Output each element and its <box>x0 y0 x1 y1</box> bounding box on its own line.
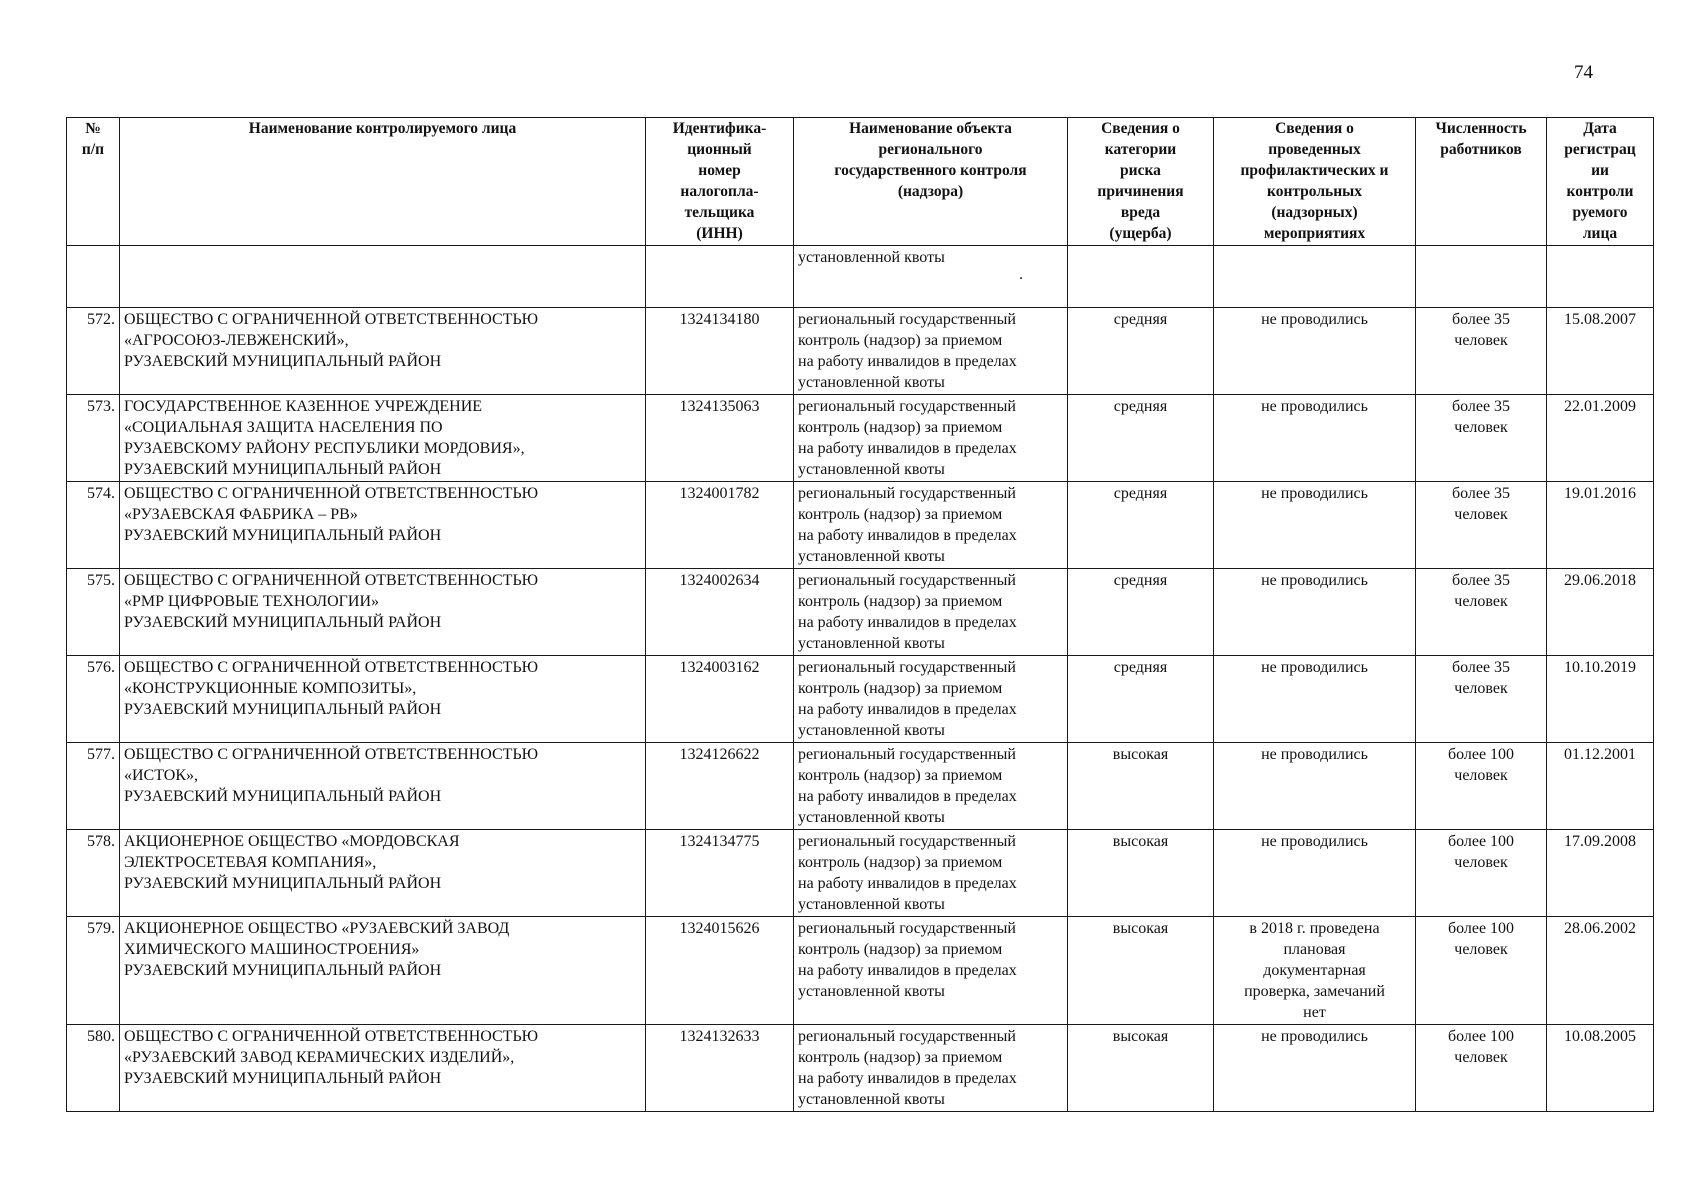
header-row <box>67 118 1654 246</box>
header-risk: Сведения о категории риска причинения вреда (ущерба) <box>1068 118 1214 246</box>
cell-measures: не проводились <box>1214 308 1416 395</box>
cell-object: региональный государственный контроль (надзор) за приемом на работу инвалидов в пределах установленной квоты <box>794 308 1068 395</box>
cell-risk: средняя <box>1068 395 1214 482</box>
cell-name: ОБЩЕСТВО С ОГРАНИЧЕННОЙ ОТВЕТСТВЕННОСТЬЮ «КОНСТРУКЦИОННЫЕ КОМПОЗИТЫ», РУЗАЕВСКИЙ МУНИЦИПАЛЬНЫЙ РАЙОН <box>120 656 646 743</box>
header-object: Наименование объекта регионального государственного контроля (надзора) <box>794 118 1068 246</box>
cell-object: региональный государственный контроль (надзор) за приемом на работу инвалидов в пределах установленной квоты <box>794 743 1068 830</box>
cell-staff: более 100 человек <box>1416 830 1547 917</box>
cell-risk: высокая <box>1068 917 1214 1025</box>
cell-measures: не проводились <box>1214 395 1416 482</box>
table-row <box>67 917 1654 1025</box>
cell-risk: высокая <box>1068 830 1214 917</box>
cell-date: 19.01.2016 <box>1547 482 1654 569</box>
table-row <box>67 656 1654 743</box>
cell-measures: не проводились <box>1214 569 1416 656</box>
table-row <box>67 569 1654 656</box>
cell-staff: более 100 человек <box>1416 917 1547 1025</box>
cell-inn <box>646 246 794 308</box>
cell-inn: 1324003162 <box>646 656 794 743</box>
cell-object: региональный государственный контроль (надзор) за приемом на работу инвалидов в пределах установленной квоты <box>794 482 1068 569</box>
cell-measures: в 2018 г. проведена плановая документарная проверка, замечаний нет <box>1214 917 1416 1025</box>
cell-inn: 1324134775 <box>646 830 794 917</box>
cell-risk: средняя <box>1068 656 1214 743</box>
cell-num: 579. <box>67 917 120 1025</box>
cell-name: ОБЩЕСТВО С ОГРАНИЧЕННОЙ ОТВЕТСТВЕННОСТЬЮ «РУЗАЕВСКИЙ ЗАВОД КЕРАМИЧЕСКИХ ИЗДЕЛИЙ», РУЗАЕВСКИЙ МУНИЦИПАЛЬНЫЙ РАЙОН <box>120 1025 646 1112</box>
registry-table <box>66 117 1654 1112</box>
table-row <box>67 1025 1654 1112</box>
cell-num: 576. <box>67 656 120 743</box>
cell-num: 572. <box>67 308 120 395</box>
cell-num <box>67 246 120 308</box>
cell-date: 22.01.2009 <box>1547 395 1654 482</box>
cell-inn: 1324001782 <box>646 482 794 569</box>
cell-object: региональный государственный контроль (надзор) за приемом на работу инвалидов в пределах установленной квоты <box>794 1025 1068 1112</box>
stray-mark: . <box>1019 266 1023 283</box>
cell-num: 580. <box>67 1025 120 1112</box>
cell-date: 01.12.2001 <box>1547 743 1654 830</box>
cell-object: региональный государственный контроль (надзор) за приемом на работу инвалидов в пределах установленной квоты <box>794 395 1068 482</box>
cell-risk: средняя <box>1068 308 1214 395</box>
cell-staff: более 100 человек <box>1416 743 1547 830</box>
table-row <box>67 482 1654 569</box>
header-num: № п/п <box>67 118 120 246</box>
cell-num: 574. <box>67 482 120 569</box>
cell-object: региональный государственный контроль (надзор) за приемом на работу инвалидов в пределах установленной квоты <box>794 569 1068 656</box>
cell-date: 29.06.2018 <box>1547 569 1654 656</box>
cell-measures: не проводились <box>1214 743 1416 830</box>
cell-date: 10.10.2019 <box>1547 656 1654 743</box>
cell-risk: высокая <box>1068 743 1214 830</box>
cell-num: 577. <box>67 743 120 830</box>
cell-name: АКЦИОНЕРНОЕ ОБЩЕСТВО «МОРДОВСКАЯ ЭЛЕКТРОСЕТЕВАЯ КОМПАНИЯ», РУЗАЕВСКИЙ МУНИЦИПАЛЬНЫЙ РАЙОН <box>120 830 646 917</box>
cell-measures <box>1214 246 1416 308</box>
header-measures: Сведения о проведенных профилактических и контрольных (надзорных) мероприятиях <box>1214 118 1416 246</box>
cell-risk: высокая <box>1068 1025 1214 1112</box>
cell-date: 15.08.2007 <box>1547 308 1654 395</box>
cell-date: 10.08.2005 <box>1547 1025 1654 1112</box>
cell-name: АКЦИОНЕРНОЕ ОБЩЕСТВО «РУЗАЕВСКИЙ ЗАВОД ХИМИЧЕСКОГО МАШИНОСТРОЕНИЯ» РУЗАЕВСКИЙ МУНИЦИПАЛЬНЫЙ РАЙОН <box>120 917 646 1025</box>
cell-measures: не проводились <box>1214 830 1416 917</box>
cell-name: ГОСУДАРСТВЕННОЕ КАЗЕННОЕ УЧРЕЖДЕНИЕ «СОЦИАЛЬНАЯ ЗАЩИТА НАСЕЛЕНИЯ ПО РУЗАЕВСКОМУ РАЙОНУ РЕСПУБЛИКИ МОРДОВИЯ», РУЗАЕВСКИЙ МУНИЦИПАЛЬНЫЙ РАЙОН <box>120 395 646 482</box>
cell-inn: 1324126622 <box>646 743 794 830</box>
header-date: Дата регистрац ии контроли руемого лица <box>1547 118 1654 246</box>
cell-staff: более 35 человек <box>1416 395 1547 482</box>
cell-object: региональный государственный контроль (надзор) за приемом на работу инвалидов в пределах установленной квоты <box>794 917 1068 1025</box>
cell-date: 28.06.2002 <box>1547 917 1654 1025</box>
cell-num: 573. <box>67 395 120 482</box>
cell-inn: 1324002634 <box>646 569 794 656</box>
cell-object: региональный государственный контроль (надзор) за приемом на работу инвалидов в пределах установленной квоты <box>794 656 1068 743</box>
header-name: Наименование контролируемого лица <box>120 118 646 246</box>
cell-staff: более 35 человек <box>1416 569 1547 656</box>
cell-name <box>120 246 646 308</box>
cell-object: региональный государственный контроль (надзор) за приемом на работу инвалидов в пределах установленной квоты <box>794 830 1068 917</box>
cell-measures: не проводились <box>1214 1025 1416 1112</box>
cell-staff: более 100 человек <box>1416 1025 1547 1112</box>
cell-name: ОБЩЕСТВО С ОГРАНИЧЕННОЙ ОТВЕТСТВЕННОСТЬЮ «АГРОСОЮЗ-ЛЕВЖЕНСКИЙ», РУЗАЕВСКИЙ МУНИЦИПАЛЬНЫЙ РАЙОН <box>120 308 646 395</box>
page-number: 74 <box>1574 62 1593 83</box>
table-row <box>67 395 1654 482</box>
cell-date <box>1547 246 1654 308</box>
cell-name: ОБЩЕСТВО С ОГРАНИЧЕННОЙ ОТВЕТСТВЕННОСТЬЮ «РУЗАЕВСКАЯ ФАБРИКА – РВ» РУЗАЕВСКИЙ МУНИЦИПАЛЬНЫЙ РАЙОН <box>120 482 646 569</box>
cell-measures: не проводились <box>1214 482 1416 569</box>
cell-measures: не проводились <box>1214 656 1416 743</box>
cell-staff <box>1416 246 1547 308</box>
cell-inn: 1324135063 <box>646 395 794 482</box>
cell-date: 17.09.2008 <box>1547 830 1654 917</box>
cell-num: 578. <box>67 830 120 917</box>
cell-risk: средняя <box>1068 482 1214 569</box>
cell-staff: более 35 человек <box>1416 482 1547 569</box>
cell-risk <box>1068 246 1214 308</box>
cell-inn: 1324134180 <box>646 308 794 395</box>
table-row <box>67 830 1654 917</box>
table-row <box>67 308 1654 395</box>
cell-staff: более 35 человек <box>1416 308 1547 395</box>
cell-num: 575. <box>67 569 120 656</box>
table-row <box>67 743 1654 830</box>
cell-name: ОБЩЕСТВО С ОГРАНИЧЕННОЙ ОТВЕТСТВЕННОСТЬЮ «РМР ЦИФРОВЫЕ ТЕХНОЛОГИИ» РУЗАЕВСКИЙ МУНИЦИПАЛЬНЫЙ РАЙОН <box>120 569 646 656</box>
cell-object <box>794 246 1068 308</box>
cell-inn: 1324015626 <box>646 917 794 1025</box>
header-staff: Численность работников <box>1416 118 1547 246</box>
cell-staff: более 35 человек <box>1416 656 1547 743</box>
continuation-object-text: установленной квоты <box>798 249 945 266</box>
cell-inn: 1324132633 <box>646 1025 794 1112</box>
continuation-row <box>67 246 1654 308</box>
cell-risk: средняя <box>1068 569 1214 656</box>
header-inn: Идентифика- ционный номер налогопла- тельщика (ИНН) <box>646 118 794 246</box>
cell-name: ОБЩЕСТВО С ОГРАНИЧЕННОЙ ОТВЕТСТВЕННОСТЬЮ «ИСТОК», РУЗАЕВСКИЙ МУНИЦИПАЛЬНЫЙ РАЙОН <box>120 743 646 830</box>
